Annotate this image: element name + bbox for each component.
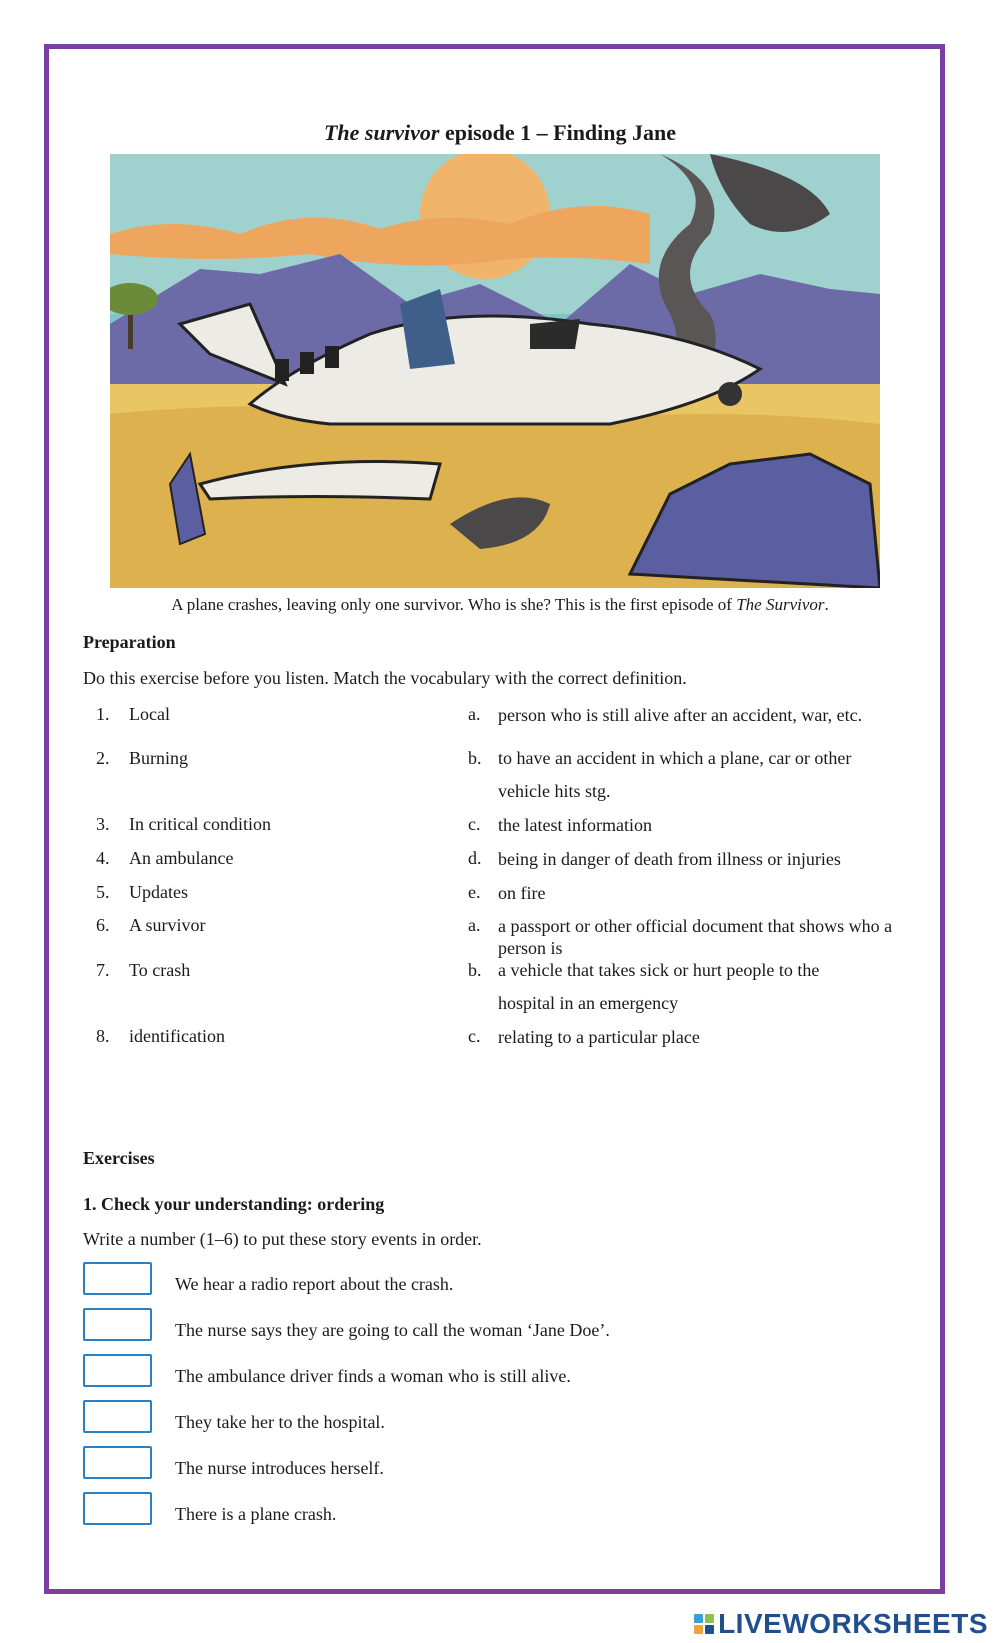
vocab-term: Burning [129, 748, 189, 768]
definition-text: person who is still alive after an accident, war, etc. [498, 705, 863, 725]
preparation-heading: Preparation [83, 632, 176, 652]
definition-text: on fire [498, 883, 546, 903]
order-answer-box[interactable] [83, 1492, 152, 1525]
worksheet-title: The survivor episode 1 – Finding Jane [323, 120, 677, 145]
plane-crash-illustration [110, 154, 880, 588]
definition-letter: a. [468, 915, 481, 935]
vocab-number: 4. [96, 848, 110, 868]
definition-letter: c. [468, 814, 481, 834]
story-event: They take her to the hospital. [175, 1412, 385, 1432]
brand-name: LIVEWORKSHEETS [718, 1608, 988, 1639]
definition-text: a vehicle that takes sick or hurt people to the hospital in an emergency [498, 960, 820, 1013]
vocab-term: In critical condition [129, 814, 271, 834]
exercises-heading: Exercises [83, 1148, 155, 1168]
vocab-number: 2. [96, 748, 110, 768]
definition-text: being in danger of death from illness or injuries [498, 849, 841, 869]
vocab-term: An ambulance [129, 848, 234, 868]
story-event: The nurse says they are going to call the woman ‘Jane Doe’. [175, 1320, 610, 1340]
story-event: The nurse introduces herself. [175, 1458, 384, 1478]
vocab-number: 3. [96, 814, 110, 834]
vocab-term: To crash [129, 960, 191, 980]
liveworksheets-mark-icon [694, 1614, 714, 1634]
order-answer-box[interactable] [83, 1400, 152, 1433]
vocab-number: 1. [96, 704, 110, 724]
definition-letter: b. [468, 748, 482, 768]
vocab-term: Updates [129, 882, 188, 902]
exercise-subheading: 1. Check your understanding: ordering [83, 1194, 385, 1214]
vocab-term: A survivor [129, 915, 206, 935]
definition-letter: e. [468, 882, 481, 902]
preparation-instruction: Do this exercise before you listen. Match the vocabulary with the correct definition. [83, 668, 687, 688]
definition-text: relating to a particular place [498, 1027, 700, 1047]
exercise-instruction: Write a number (1–6) to put these story events in order. [83, 1229, 482, 1249]
definition-text: to have an accident in which a plane, car or other vehicle hits stg. [498, 748, 852, 801]
definition-letter: d. [468, 848, 482, 868]
story-event: There is a plane crash. [175, 1504, 337, 1524]
vocab-number: 8. [96, 1026, 110, 1046]
order-answer-box[interactable] [83, 1262, 152, 1295]
vocab-number: 5. [96, 882, 110, 902]
definition-letter: b. [468, 960, 482, 980]
story-event: We hear a radio report about the crash. [175, 1274, 454, 1294]
vocab-term: identification [129, 1026, 225, 1046]
liveworksheets-logo [694, 1607, 988, 1641]
definition-letter: c. [468, 1026, 481, 1046]
definition-letter: a. [468, 704, 481, 724]
vocab-number: 7. [96, 960, 110, 980]
order-answer-box[interactable] [83, 1354, 152, 1387]
definition-text: a passport or other official document that shows who a person is [498, 916, 893, 958]
illustration-caption: A plane crashes, leaving only one survivor. Who is she? This is the first episode of The Survivor. [171, 595, 829, 614]
definition-text: the latest information [498, 815, 652, 835]
order-answer-box[interactable] [83, 1446, 152, 1479]
vocab-term: Local [129, 704, 170, 724]
order-answer-box[interactable] [83, 1308, 152, 1341]
story-event: The ambulance driver finds a woman who is still alive. [175, 1366, 571, 1386]
vocab-number: 6. [96, 915, 110, 935]
